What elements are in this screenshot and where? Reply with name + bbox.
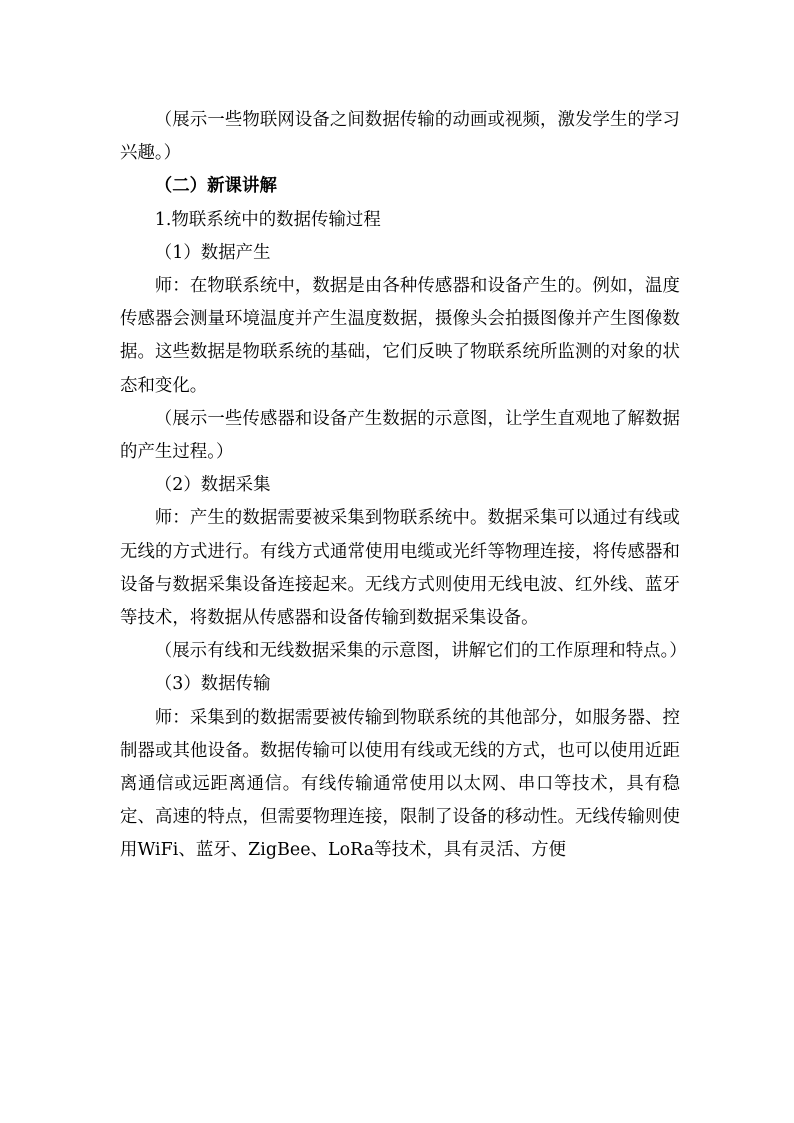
item-heading-data-collection: （2）数据采集 xyxy=(154,475,271,496)
document-body xyxy=(120,104,687,868)
paragraph-intro-note: （展示一些物联网设备之间数据传输的动画或视频，激发学生的学习兴趣。） xyxy=(120,110,680,164)
paragraph-data-generation: 师：在物联系统中，数据是由各种传感器和设备产生的。例如，温度传感器会测量环境温度并产生温度数据，摄像头会拍摄图像并产生图像数据。这些数据是物联系统的基础，它们反映了物联系统所监测的对象的状态和变化。 xyxy=(120,276,680,396)
paragraph-data-transmission: 师：采集到的数据需要被传输到物联系统的其他部分，如服务器、控制器或其他设备。数据传输可以使用有线或无线的方式，也可以使用近距离通信或远距离通信。有线传输通常使用以太网、串口等技术，具有稳定、高速的特点，但需要物理连接，限制了设备的移动性。无线传输则使用WiFi、蓝牙、ZigBee、LoRa等技术，具有灵活、方便 xyxy=(120,707,680,861)
paragraph-collection-note: （展示有线和无线数据采集的示意图，讲解它们的工作原理和特点。） xyxy=(154,641,687,662)
subsection-title: 1.物联系统中的数据传输过程 xyxy=(154,209,381,230)
section-heading-new-lesson: （二）新课讲解 xyxy=(154,176,277,197)
item-heading-data-transmission: （3）数据传输 xyxy=(154,674,271,695)
paragraph-data-collection: 师：产生的数据需要被采集到物联系统中。数据采集可以通过有线或无线的方式进行。有线方式通常使用电缆或光纤等物理连接，将传感器和设备与数据采集设备连接起来。无线方式则使用无线电波、红外线、蓝牙等技术，将数据从传感器和设备传输到数据采集设备。 xyxy=(120,508,680,629)
item-heading-data-generation: （1）数据产生 xyxy=(154,242,271,263)
paragraph-generation-note: （展示一些传感器和设备产生数据的示意图，让学生直观地了解数据的产生过程。） xyxy=(120,408,680,463)
